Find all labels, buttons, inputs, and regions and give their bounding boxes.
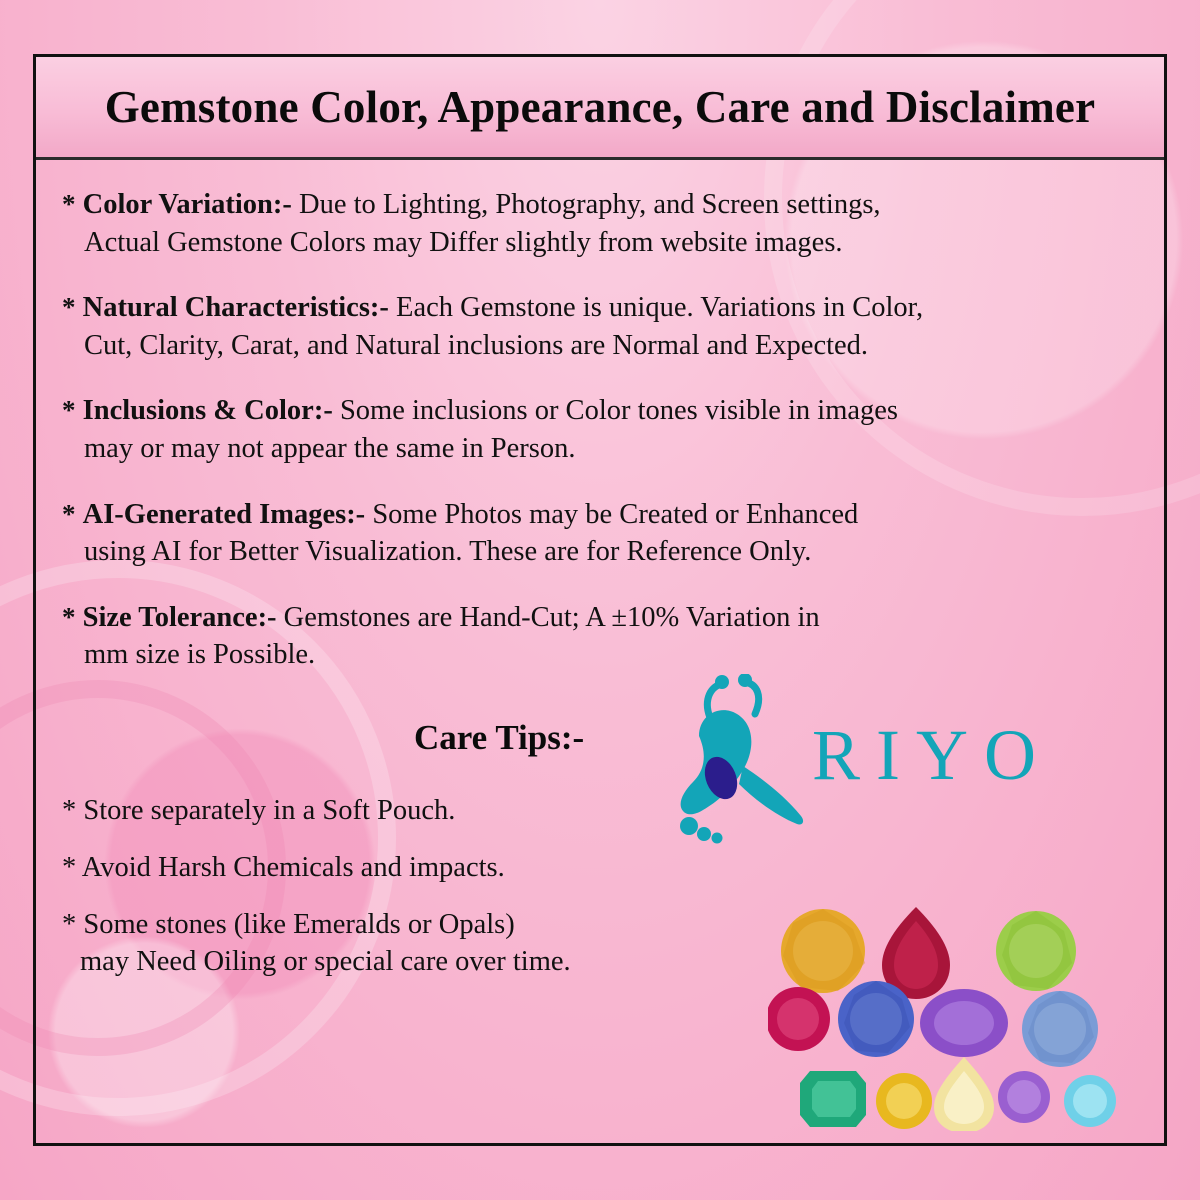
list-item-text-2: using AI for Better Visualization. These are for Reference Only. xyxy=(84,536,812,568)
list-item-text: Some inclusions or Color tones visible in images xyxy=(332,395,899,427)
card-body xyxy=(36,160,1164,1143)
list-item xyxy=(62,392,1138,467)
brand-name: RIYO xyxy=(812,715,1052,796)
lemon-quartz-pear xyxy=(934,1057,994,1131)
yellow-sapphire-round xyxy=(876,1073,932,1129)
list-item-text: Each Gemstone is unique. Variations in Color, xyxy=(388,292,924,324)
list-item-text: Due to Lighting, Photography, and Screen settings, xyxy=(291,189,881,220)
list-item-text-2: Actual Gemstone Colors may Differ slightly from website images. xyxy=(84,226,843,258)
amethyst-round xyxy=(998,1071,1050,1123)
tanzanite-round xyxy=(838,981,914,1057)
asterisk-icon: * xyxy=(62,601,76,632)
list-item-text: Some stones (like Emeralds or Opals) xyxy=(76,909,515,941)
list-item xyxy=(62,906,752,980)
ruby-round xyxy=(768,987,830,1051)
list-item-text: Gemstones are Hand-Cut; A ±10% Variation in xyxy=(276,601,820,633)
emerald-emeraldcut xyxy=(800,1071,866,1127)
list-item-heading: Color Variation:- xyxy=(82,189,292,220)
list-item-heading: Inclusions & Color:- xyxy=(82,395,333,427)
asterisk-icon: * xyxy=(62,395,76,426)
gemstone-cluster-image xyxy=(768,901,1148,1131)
list-item-text-2: may or may not appear the same in Person. xyxy=(84,433,576,465)
list-item xyxy=(62,599,1138,674)
asterisk-icon: * xyxy=(62,852,77,884)
list-item-heading: Natural Characteristics:- xyxy=(82,292,389,324)
list-item-text: Avoid Harsh Chemicals and impacts. xyxy=(76,852,505,884)
disclaimer-card xyxy=(33,54,1167,1146)
asterisk-icon: * xyxy=(62,909,77,941)
list-item-heading: Size Tolerance:- xyxy=(82,601,277,633)
asterisk-icon: * xyxy=(62,189,76,219)
care-tips-row xyxy=(62,702,1138,796)
list-item-text: Store separately in a Soft Pouch. xyxy=(76,795,456,827)
asterisk-icon: * xyxy=(62,498,76,529)
care-tips-label: Care Tips:- xyxy=(414,718,585,758)
list-item xyxy=(62,289,1138,364)
peridot-round xyxy=(996,911,1076,991)
list-item xyxy=(62,186,1138,261)
list-item-heading: AI-Generated Images:- xyxy=(82,498,366,530)
list-item-text: Some Photos may be Created or Enhanced xyxy=(365,498,859,530)
page-title: Gemstone Color, Appearance, Care and Disclaimer xyxy=(104,82,1096,132)
brand-logo xyxy=(647,692,1167,842)
sapphire-round xyxy=(1022,991,1098,1067)
list-item xyxy=(62,849,752,886)
citrine-round xyxy=(781,909,865,993)
title-bar xyxy=(36,57,1164,160)
asterisk-icon: * xyxy=(62,292,76,323)
amethyst-oval xyxy=(920,989,1008,1057)
list-item xyxy=(62,496,1138,571)
list-item-text-2: may Need Oiling or special care over time. xyxy=(80,946,571,978)
list-item-text-2: Cut, Clarity, Carat, and Natural inclusions are Normal and Expected. xyxy=(84,329,869,361)
list-item-text-2: mm size is Possible. xyxy=(84,639,316,671)
peacock-icon xyxy=(659,674,834,849)
asterisk-icon: * xyxy=(62,795,77,827)
aquamarine-round xyxy=(1064,1075,1116,1127)
